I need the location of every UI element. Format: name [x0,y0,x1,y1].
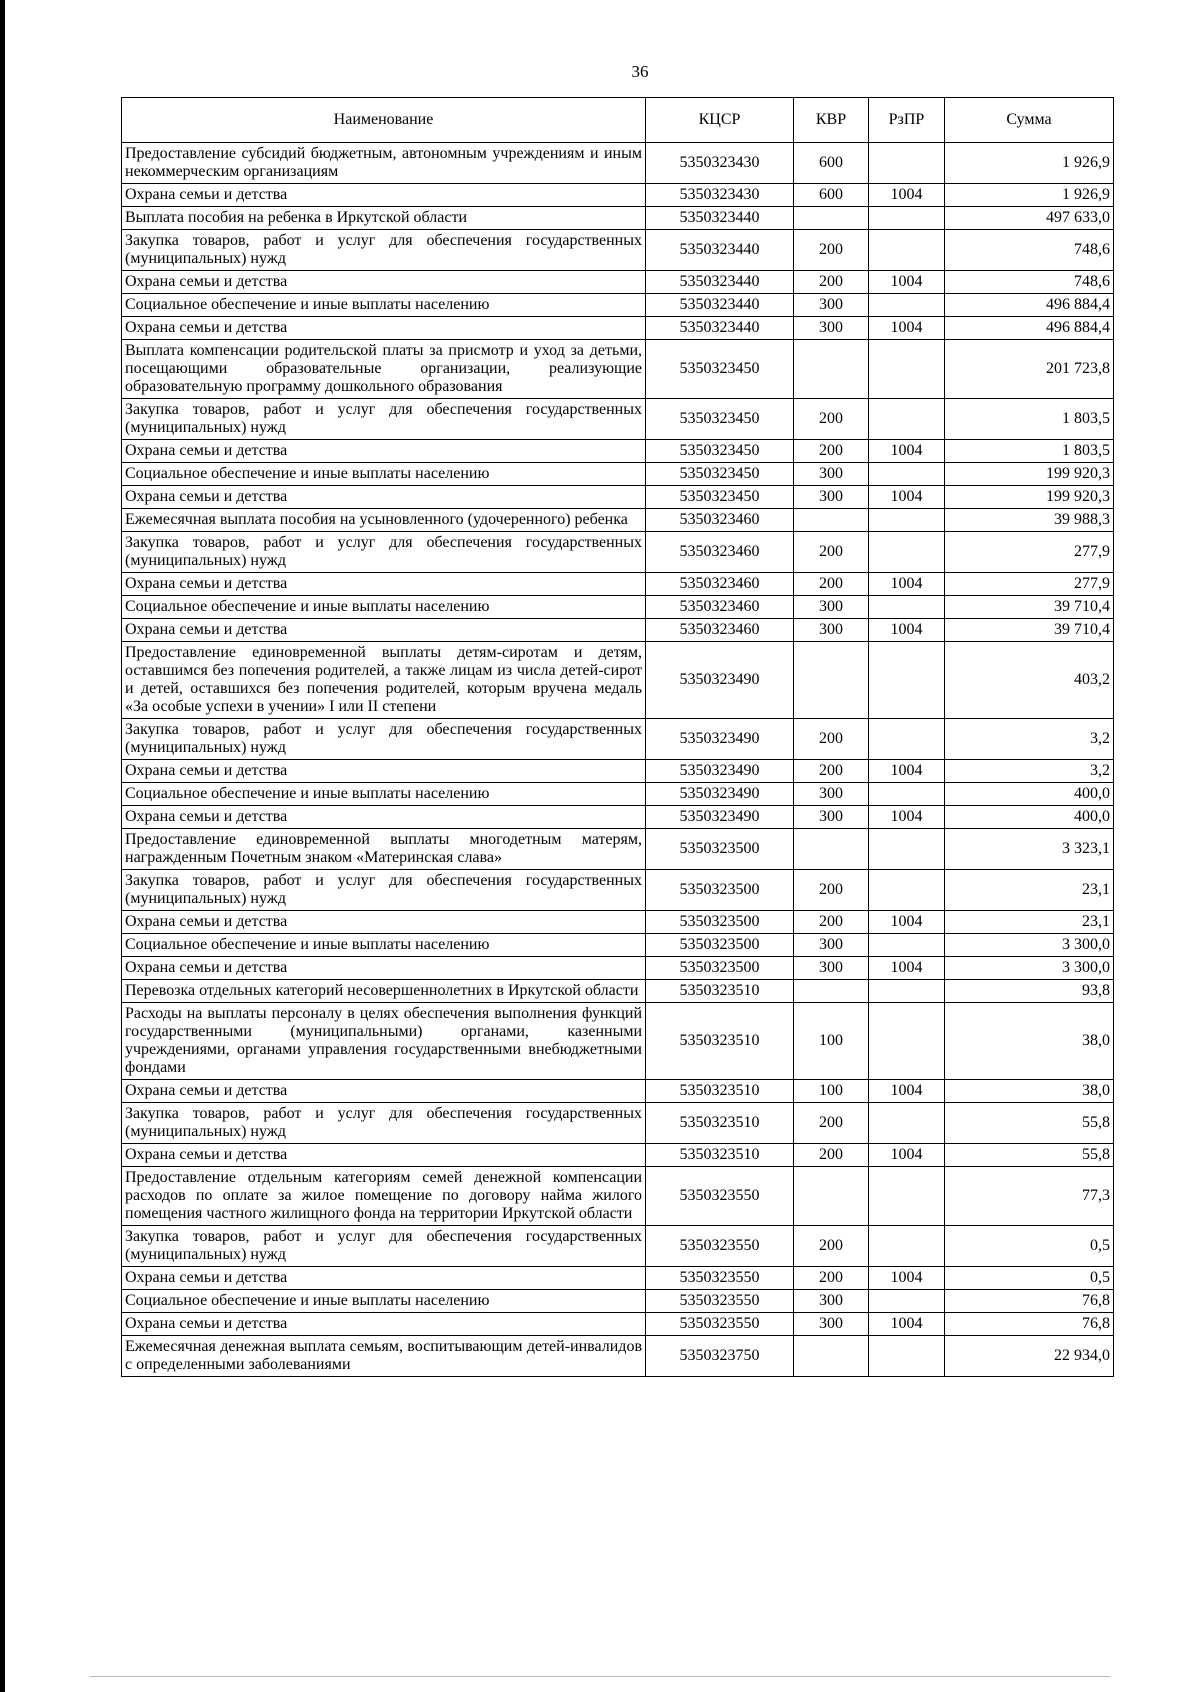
cell-kcsr: 5350323750 [646,1336,794,1377]
cell-kcsr: 5350323500 [646,829,794,870]
cell-kcsr: 5350323500 [646,870,794,911]
cell-sum: 23,1 [945,911,1114,934]
cell-rzpr: 1004 [869,1080,945,1103]
cell-kcsr: 5350323440 [646,207,794,230]
cell-kvr: 300 [794,294,869,317]
cell-name: Закупка товаров, работ и услуг для обеспечения государственных (муниципальных) нужд [122,719,646,760]
header-sum: Сумма [945,98,1114,143]
table-row [122,340,1114,399]
cell-rzpr [869,399,945,440]
cell-name: Охрана семьи и детства [122,271,646,294]
cell-kcsr: 5350323510 [646,1003,794,1080]
cell-name: Перевозка отдельных категорий несовершеннолетних в Иркутской области [122,980,646,1003]
header-kvr: КВР [794,98,869,143]
cell-rzpr: 1004 [869,1144,945,1167]
cell-kcsr: 5350323460 [646,532,794,573]
cell-kcsr: 5350323460 [646,573,794,596]
cell-kvr: 200 [794,760,869,783]
table-row [122,1313,1114,1336]
cell-sum: 1 926,9 [945,143,1114,184]
cell-name: Охрана семьи и детства [122,184,646,207]
cell-sum: 39 988,3 [945,509,1114,532]
cell-kcsr: 5350323550 [646,1267,794,1290]
table-row [122,1226,1114,1267]
cell-kvr: 600 [794,143,869,184]
cell-sum: 496 884,4 [945,317,1114,340]
cell-sum: 55,8 [945,1144,1114,1167]
cell-kvr: 300 [794,957,869,980]
cell-kvr: 200 [794,440,869,463]
cell-name: Охрана семьи и детства [122,760,646,783]
table-row [122,207,1114,230]
cell-kvr: 200 [794,911,869,934]
cell-kvr: 200 [794,532,869,573]
cell-sum: 3 323,1 [945,829,1114,870]
cell-kvr: 200 [794,271,869,294]
cell-sum: 38,0 [945,1080,1114,1103]
cell-kcsr: 5350323430 [646,184,794,207]
cell-kvr [794,340,869,399]
cell-kvr: 300 [794,934,869,957]
cell-kvr: 300 [794,806,869,829]
page-number: 36 [631,62,649,81]
cell-name: Социальное обеспечение и иные выплаты населению [122,294,646,317]
cell-rzpr [869,870,945,911]
cell-kvr: 200 [794,230,869,271]
cell-kvr: 100 [794,1003,869,1080]
cell-sum: 1 803,5 [945,440,1114,463]
cell-name: Охрана семьи и детства [122,486,646,509]
cell-rzpr [869,143,945,184]
table-row [122,760,1114,783]
cell-rzpr: 1004 [869,1267,945,1290]
cell-kvr: 600 [794,184,869,207]
cell-rzpr [869,1103,945,1144]
cell-name: Охрана семьи и детства [122,573,646,596]
cell-rzpr [869,294,945,317]
table-row [122,806,1114,829]
cell-sum: 400,0 [945,783,1114,806]
cell-kvr [794,509,869,532]
budget-table [121,97,1114,1377]
table-row [122,719,1114,760]
cell-rzpr: 1004 [869,573,945,596]
header-kcsr: КЦСР [646,98,794,143]
cell-kvr: 200 [794,719,869,760]
cell-name: Охрана семьи и детства [122,1313,646,1336]
cell-name: Закупка товаров, работ и услуг для обеспечения государственных (муниципальных) нужд [122,1103,646,1144]
table-row [122,829,1114,870]
cell-kvr: 200 [794,1103,869,1144]
cell-sum: 76,8 [945,1313,1114,1336]
cell-sum: 496 884,4 [945,294,1114,317]
cell-sum: 76,8 [945,1290,1114,1313]
cell-kvr [794,642,869,719]
cell-name: Закупка товаров, работ и услуг для обеспечения государственных (муниципальных) нужд [122,399,646,440]
table-row [122,532,1114,573]
table-row [122,1003,1114,1080]
table-row [122,230,1114,271]
table-row [122,911,1114,934]
cell-kcsr: 5350323460 [646,509,794,532]
cell-rzpr [869,532,945,573]
cell-sum: 93,8 [945,980,1114,1003]
table-row [122,783,1114,806]
cell-sum: 23,1 [945,870,1114,911]
cell-sum: 277,9 [945,573,1114,596]
cell-kcsr: 5350323450 [646,399,794,440]
cell-name: Закупка товаров, работ и услуг для обеспечения государственных (муниципальных) нужд [122,1226,646,1267]
cell-kcsr: 5350323450 [646,486,794,509]
cell-name: Предоставление единовременной выплаты многодетным матерям, награжденным Почетным знаком «Материнская слава» [122,829,646,870]
cell-rzpr [869,980,945,1003]
cell-kcsr: 5350323510 [646,980,794,1003]
cell-name: Предоставление отдельным категориям семей денежной компенсации расходов по оплате за жилое помещение по договору найма жилого помещения частного жилищного фонда на территории Иркутской области [122,1167,646,1226]
cell-rzpr [869,207,945,230]
cell-kvr: 300 [794,486,869,509]
cell-rzpr: 1004 [869,317,945,340]
table-row [122,1080,1114,1103]
cell-kcsr: 5350323510 [646,1103,794,1144]
table-row [122,399,1114,440]
cell-name: Охрана семьи и детства [122,440,646,463]
cell-rzpr: 1004 [869,806,945,829]
cell-name: Предоставление единовременной выплаты детям-сиротам и детям, оставшимся без попечения родителей, а также лицам из числа детей-сирот и детей, оставшихся без попечения родителей, которым вручена медаль «За особые успехи в учении» I или II степени [122,642,646,719]
cell-rzpr [869,596,945,619]
cell-rzpr: 1004 [869,957,945,980]
table-row [122,509,1114,532]
cell-name: Закупка товаров, работ и услуг для обеспечения государственных (муниципальных) нужд [122,532,646,573]
cell-rzpr: 1004 [869,619,945,642]
cell-name: Охрана семьи и детства [122,957,646,980]
cell-kvr [794,829,869,870]
cell-rzpr [869,934,945,957]
cell-kvr: 300 [794,463,869,486]
cell-kcsr: 5350323440 [646,271,794,294]
cell-kcsr: 5350323500 [646,934,794,957]
cell-kcsr: 5350323550 [646,1290,794,1313]
table-row [122,1336,1114,1377]
cell-name: Закупка товаров, работ и услуг для обеспечения государственных (муниципальных) нужд [122,870,646,911]
table-row [122,1103,1114,1144]
cell-name: Выплата компенсации родительской платы за присмотр и уход за детьми, посещающими образовательные организации, реализующие образовательную программу дошкольного образования [122,340,646,399]
table-row [122,463,1114,486]
cell-sum: 0,5 [945,1226,1114,1267]
cell-name: Охрана семьи и детства [122,1080,646,1103]
cell-rzpr [869,783,945,806]
cell-sum: 199 920,3 [945,486,1114,509]
table-row [122,870,1114,911]
cell-kcsr: 5350323440 [646,317,794,340]
cell-sum: 748,6 [945,230,1114,271]
cell-sum: 39 710,4 [945,596,1114,619]
cell-rzpr [869,1336,945,1377]
cell-kvr: 200 [794,399,869,440]
cell-sum: 22 934,0 [945,1336,1114,1377]
cell-kvr: 300 [794,1290,869,1313]
cell-rzpr [869,463,945,486]
header-row [122,98,1114,143]
cell-rzpr: 1004 [869,271,945,294]
cell-kvr: 300 [794,783,869,806]
cell-kvr [794,1167,869,1226]
cell-name: Расходы на выплаты персоналу в целях обеспечения выполнения функций государственными (муниципальными) органами, казенными учреждениями, органами управления государственными внебюджетными фондами [122,1003,646,1080]
cell-kcsr: 5350323450 [646,340,794,399]
cell-name: Ежемесячная выплата пособия на усыновленного (удочеренного) ребенка [122,509,646,532]
cell-name: Закупка товаров, работ и услуг для обеспечения государственных (муниципальных) нужд [122,230,646,271]
cell-rzpr [869,1226,945,1267]
cell-sum: 3,2 [945,719,1114,760]
cell-kcsr: 5350323510 [646,1144,794,1167]
cell-kcsr: 5350323430 [646,143,794,184]
table-row [122,294,1114,317]
cell-name: Охрана семьи и детства [122,317,646,340]
table-row [122,934,1114,957]
cell-kvr: 200 [794,870,869,911]
cell-sum: 199 920,3 [945,463,1114,486]
table-row [122,317,1114,340]
cell-kvr: 300 [794,619,869,642]
cell-kcsr: 5350323450 [646,463,794,486]
cell-kvr: 200 [794,1267,869,1290]
cell-rzpr: 1004 [869,911,945,934]
cell-sum: 3 300,0 [945,957,1114,980]
table-row [122,486,1114,509]
table-row [122,271,1114,294]
cell-name: Социальное обеспечение и иные выплаты населению [122,463,646,486]
cell-name: Охрана семьи и детства [122,1144,646,1167]
cell-kcsr: 5350323490 [646,719,794,760]
cell-kcsr: 5350323510 [646,1080,794,1103]
table-row [122,184,1114,207]
cell-sum: 403,2 [945,642,1114,719]
scan-bottom-line [90,1676,1110,1677]
cell-sum: 400,0 [945,806,1114,829]
cell-name: Социальное обеспечение и иные выплаты населению [122,1290,646,1313]
cell-rzpr [869,642,945,719]
cell-rzpr [869,829,945,870]
table-row [122,1167,1114,1226]
header-name: Наименование [122,98,646,143]
cell-kcsr: 5350323440 [646,230,794,271]
cell-kcsr: 5350323450 [646,440,794,463]
cell-sum: 3 300,0 [945,934,1114,957]
cell-name: Охрана семьи и детства [122,619,646,642]
cell-kcsr: 5350323550 [646,1226,794,1267]
cell-kcsr: 5350323460 [646,619,794,642]
cell-kcsr: 5350323550 [646,1313,794,1336]
table-row [122,1267,1114,1290]
cell-name: Ежемесячная денежная выплата семьям, воспитывающим детей-инвалидов с определенными заболеваниями [122,1336,646,1377]
cell-rzpr [869,1290,945,1313]
cell-kvr: 200 [794,1226,869,1267]
cell-kvr: 200 [794,1144,869,1167]
cell-rzpr: 1004 [869,1313,945,1336]
cell-kcsr: 5350323490 [646,642,794,719]
table-row [122,619,1114,642]
cell-sum: 3,2 [945,760,1114,783]
cell-rzpr [869,340,945,399]
cell-kvr: 100 [794,1080,869,1103]
cell-kvr: 300 [794,1313,869,1336]
cell-kcsr: 5350323500 [646,957,794,980]
cell-kvr: 300 [794,317,869,340]
cell-kcsr: 5350323490 [646,760,794,783]
table-row [122,440,1114,463]
cell-kvr: 200 [794,573,869,596]
cell-sum: 1 803,5 [945,399,1114,440]
cell-name: Охрана семьи и детства [122,1267,646,1290]
table-row [122,1144,1114,1167]
cell-sum: 748,6 [945,271,1114,294]
cell-kvr [794,1336,869,1377]
cell-name: Социальное обеспечение и иные выплаты населению [122,783,646,806]
cell-kcsr: 5350323490 [646,783,794,806]
cell-kcsr: 5350323500 [646,911,794,934]
cell-rzpr [869,1003,945,1080]
table-row [122,980,1114,1003]
cell-sum: 38,0 [945,1003,1114,1080]
cell-sum: 39 710,4 [945,619,1114,642]
cell-sum: 497 633,0 [945,207,1114,230]
cell-kcsr: 5350323490 [646,806,794,829]
cell-rzpr [869,509,945,532]
table-row [122,596,1114,619]
cell-sum: 201 723,8 [945,340,1114,399]
header-rzpr: РзПР [869,98,945,143]
table-row [122,143,1114,184]
table-header [122,98,1114,143]
cell-sum: 77,3 [945,1167,1114,1226]
cell-kvr [794,980,869,1003]
cell-sum: 1 926,9 [945,184,1114,207]
cell-kcsr: 5350323440 [646,294,794,317]
cell-rzpr: 1004 [869,760,945,783]
cell-rzpr: 1004 [869,184,945,207]
table-row [122,1290,1114,1313]
cell-name: Предоставление субсидий бюджетным, автономным учреждениям и иным некоммерческим организациям [122,143,646,184]
cell-rzpr: 1004 [869,440,945,463]
table-row [122,957,1114,980]
table-row [122,642,1114,719]
table-row [122,573,1114,596]
cell-name: Социальное обеспечение и иные выплаты населению [122,596,646,619]
cell-kcsr: 5350323550 [646,1167,794,1226]
cell-rzpr: 1004 [869,486,945,509]
cell-rzpr [869,1167,945,1226]
cell-sum: 277,9 [945,532,1114,573]
cell-name: Охрана семьи и детства [122,911,646,934]
scan-edge [0,0,5,1692]
cell-kvr [794,207,869,230]
table-body [122,143,1114,1377]
cell-kcsr: 5350323460 [646,596,794,619]
cell-rzpr [869,230,945,271]
cell-name: Социальное обеспечение и иные выплаты населению [122,934,646,957]
cell-rzpr [869,719,945,760]
cell-sum: 55,8 [945,1103,1114,1144]
cell-name: Выплата пособия на ребенка в Иркутской области [122,207,646,230]
cell-sum: 0,5 [945,1267,1114,1290]
cell-name: Охрана семьи и детства [122,806,646,829]
cell-kvr: 300 [794,596,869,619]
